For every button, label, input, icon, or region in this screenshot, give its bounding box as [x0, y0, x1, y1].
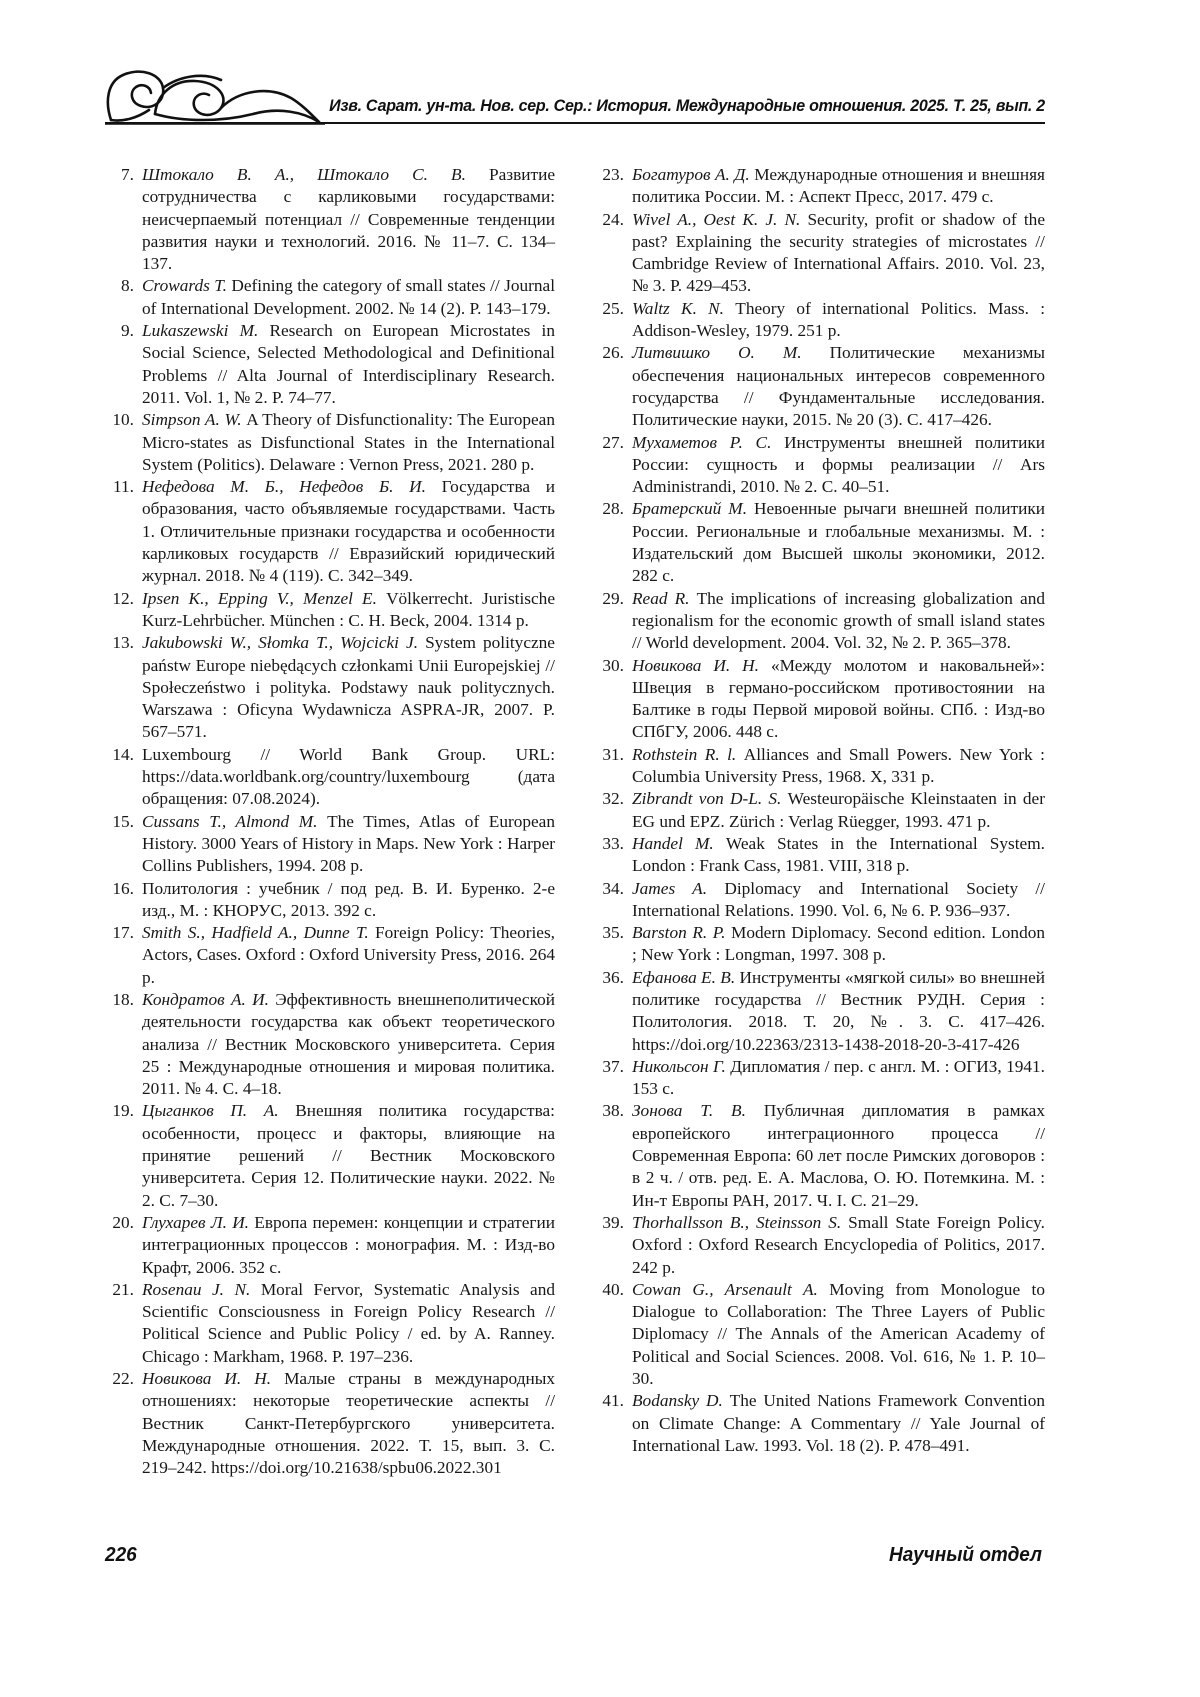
reference-number: 26.: [602, 343, 624, 363]
header-divider: [105, 122, 1045, 124]
reference-text: Невоенные рычаги внешней политики России. Региональные и глобальные механизмы. М. : Издательский дом Высшей школы экономики, 2012. 282 с.: [632, 499, 1045, 586]
reference-authors: Ipsen K., Epping V., Menzel E.: [142, 588, 387, 608]
reference-text: Westeuropäische Kleinstaaten in der EG und EPZ. Zürich : Verlag Rüegger, 1993. 471 p.: [632, 789, 1045, 831]
reference-number: 40.: [602, 1279, 624, 1299]
reference-item: [595, 498, 1045, 587]
reference-text: Развитие сотрудничества с карликовыми государствами: неисчерпаемый потенциал // Современные тенденции развития науки и технологий. 2016. № 11–7. С. 134–137.: [142, 165, 555, 274]
reference-authors: Handel M.: [632, 833, 726, 853]
reference-text: Defining the category of small states // Journal of International Development. 2002. № 14 (2). P. 143–179.: [142, 276, 556, 318]
reference-authors: Никольсон Г.: [632, 1056, 731, 1076]
reference-item: [595, 1212, 1045, 1279]
reference-item: [595, 164, 1045, 209]
reference-authors: Мухаметов Р. С.: [632, 432, 785, 452]
reference-number: 23.: [602, 165, 624, 184]
reference-authors: Zibrandt von D-L. S.: [632, 789, 788, 809]
reference-text: Государства и образования, часто объявляемые государствами. Часть 1. Отличительные признаки государства и особенности карликовых государств // Евразийский юридический журнал. 2018. № 4 (119). С. 342–349.: [142, 477, 555, 586]
reference-number: 9.: [121, 321, 134, 341]
reference-number: 15.: [112, 811, 134, 831]
reference-text: Theory of international Politics. Mass. : Addison-Wesley, 1979. 251 p.: [632, 298, 1045, 341]
reference-number: 38.: [602, 1101, 624, 1121]
reference-text: Foreign Policy: Theories, Actors, Cases. Oxford : Oxford University Press, 2016. 264 p.: [142, 923, 555, 987]
reference-number: 25.: [602, 298, 624, 318]
reference-item: [105, 1368, 555, 1479]
reference-text: A Theory of Disfunctionality: The European Micro-states as Disfunctional States in the International System (Politics). Delaware : Vernon Press, 2021. 280 p.: [142, 410, 555, 474]
reference-item: [105, 811, 555, 878]
reference-text: Research on European Microstates in Social Science, Selected Methodological and Definitional Problems // Alta Journal of Interdisciplinary Research. 2011. Vol. 1, № 2. P. 74–77.: [142, 321, 555, 407]
reference-authors: Кондратов А. И.: [142, 989, 276, 1009]
reference-text: System polityczne państw Europe niebędących członkami Unii Europejskiej // Społeczeństwo i polityka. Podstawy nauk politycznych. Warszawa : Oficyna Wydawnicza ASPRA-JR, 2007. P. 567–571.: [142, 633, 555, 742]
reference-number: 14.: [112, 744, 134, 764]
references-list-right: [595, 164, 1045, 1457]
reference-number: 28.: [602, 499, 624, 519]
reference-item: [105, 1212, 555, 1279]
references-column-left: [105, 164, 555, 1480]
reference-number: 13.: [112, 633, 134, 653]
reference-number: 29.: [602, 588, 624, 608]
reference-authors: Ефанова Е. В.: [632, 967, 740, 987]
reference-text: Эффективность внешнеполитической деятельности государства как объект теоретического анализа // Вестник Московского университета. Серия 25 : Международные отношения и мировая политика. 2011. № 4. С. 4–18.: [142, 989, 555, 1099]
reference-item: [105, 1279, 555, 1368]
reference-authors: Read R.: [632, 588, 697, 608]
reference-item: [595, 588, 1045, 655]
reference-authors: Цыганков П. А.: [142, 1101, 296, 1121]
reference-item: [595, 967, 1045, 1056]
reference-text: Modern Diplomacy. Second edition. London ; New York : Longman, 1997. 308 p.: [632, 923, 1045, 965]
reference-item: [595, 878, 1045, 923]
reference-authors: Глухарев Л. И.: [142, 1212, 255, 1232]
reference-text: Дипломатия / пер. с англ. М. : ОГИЗ, 1941. 153 с.: [632, 1056, 1046, 1099]
reference-number: 19.: [112, 1101, 134, 1121]
reference-text: The Times, Atlas of European History. 3000 Years of History in Maps. New York : Harper Collins Publishers, 1994. 208 p.: [142, 811, 555, 876]
reference-number: 20.: [112, 1212, 134, 1232]
reference-text: Инструменты внешней политики России: сущность и формы реализации // Ars Administrandi, 2010. № 2. С. 40–51.: [632, 432, 1045, 497]
reference-number: 12.: [112, 588, 134, 608]
reference-text: Diplomacy and International Society // International Relations. 1990. Vol. 6, № 6. P. 936–937.: [632, 878, 1045, 920]
reference-number: 7.: [121, 165, 134, 184]
reference-text: Weak States in the International System. London : Frank Cass, 1981. VIII, 318 p.: [632, 833, 1045, 876]
reference-authors: Crowards T.: [142, 276, 232, 296]
reference-authors: Новикова И. Н.: [142, 1369, 285, 1389]
reference-number: 34.: [602, 878, 624, 898]
reference-item: [105, 476, 555, 587]
reference-text: «Между молотом и наковальней»: Швеция в германо-российском противостоянии на Балтике в годы Первой мировой войны. СПб. : Изд-во СПбГУ, 2006. 448 с.: [632, 655, 1045, 742]
reference-authors: Литвишко О. М.: [632, 343, 830, 363]
reference-authors: Bodansky D.: [632, 1391, 730, 1411]
reference-item: [105, 922, 555, 989]
reference-authors: Rosenau J. N.: [142, 1279, 261, 1299]
reference-authors: James A.: [632, 878, 725, 898]
section-label: Научный отдел: [889, 1544, 1042, 1566]
reference-authors: Новикова И. Н.: [632, 655, 771, 675]
reference-number: 33.: [602, 833, 624, 853]
reference-item: [105, 744, 555, 811]
reference-number: 30.: [602, 655, 624, 675]
reference-authors: Barston R. P.: [632, 923, 732, 943]
reference-text: Security, profit or shadow of the past? Explaining the security strategies of microstates // Cambridge Review of International Affairs. 2010. Vol. 23, № 3. P. 429–453.: [632, 209, 1045, 296]
reference-item: [105, 878, 555, 923]
reference-item: [595, 298, 1045, 343]
reference-item: [595, 1390, 1045, 1457]
reference-text: Moving from Monologue to Dialogue to Collaboration: The Three Layers of Public Diplomacy // The Annals of the American Academy of Political and Social Sciences. 2008. Vol. 616, № 1. P. 10–30.: [632, 1279, 1045, 1389]
reference-authors: Богатуров А. Д.: [632, 165, 755, 184]
reference-authors: Cussans T., Almond M.: [142, 811, 328, 831]
reference-item: [595, 788, 1045, 833]
references-list-left: [105, 164, 555, 1480]
journal-running-title: Изв. Сарат. ун-та. Нов. сер. Сер.: История. Международные отношения. 2025. Т. 25, вып. 2: [329, 97, 1045, 115]
reference-number: 24.: [602, 209, 624, 229]
reference-number: 16.: [112, 878, 134, 898]
reference-text: Малые страны в международных отношениях: некоторые теоретические аспекты // Вестник Санкт-Петербургского университета. Международные отношения. 2022. Т. 15, вып. 3. С. 219–242. https://doi.org/10.21638/spbu06.2022.301: [142, 1369, 555, 1478]
reference-item: [595, 342, 1045, 431]
reference-item: [595, 922, 1045, 967]
reference-authors: Thorhallsson B., Steinsson S.: [632, 1212, 849, 1232]
reference-item: [105, 989, 555, 1100]
reference-number: 8.: [121, 276, 134, 296]
reference-authors: Wivel A., Oest K. J. N.: [632, 209, 808, 229]
page-header: [105, 66, 1045, 122]
reference-text: Инструменты «мягкой силы» во внешней политике государства // Вестник РУДН. Серия : Политология. 2018. Т. 20, №. 3. С. 417–426. https://doi.org/10.22363/2313-1438-2018-20-3-417-426: [632, 967, 1045, 1054]
reference-text: Международные отношения и внешняя политика России. М. : Аспект Пресс, 2017. 479 с.: [632, 165, 1045, 207]
reference-number: 17.: [112, 923, 134, 943]
reference-authors: Cowan G., Arsenault A.: [632, 1279, 830, 1299]
reference-number: 18.: [112, 989, 134, 1009]
reference-item: [595, 744, 1045, 789]
reference-number: 27.: [602, 432, 624, 452]
references-column-right: [595, 164, 1045, 1457]
reference-item: [105, 632, 555, 743]
reference-number: 31.: [602, 744, 624, 764]
reference-authors: Штокало В. А., Штокало С. В.: [142, 165, 489, 184]
reference-text: Публичная дипломатия в рамках европейского интеграционного процесса // Современная Европа: 60 лет после Римских договоров : в 2 ч. / отв. ред. Е. А. Маслова, О. Ю. Потемкина. М. : Ин-т Европы РАН, 2017. Ч. I. С. 21–29.: [632, 1101, 1045, 1210]
reference-authors: Waltz K. N.: [632, 298, 736, 318]
reference-authors: Jakubowski W., Słomka T., Wojcicki J.: [142, 633, 426, 653]
reference-number: 22.: [112, 1369, 134, 1389]
reference-text: Moral Fervor, Systematic Analysis and Scientific Consciousness in Foreign Policy Research // Political Science and Public Policy / ed. by A. Ranney. Chicago : Markham, 1968. P. 197–236.: [142, 1279, 556, 1366]
reference-number: 10.: [112, 410, 134, 430]
reference-text: Luxembourg // World Bank Group. URL: https://data.worldbank.org/country/luxembourg (дата обращения: 07.08.2024).: [142, 744, 555, 809]
reference-number: 35.: [602, 923, 624, 943]
reference-authors: Братерский М.: [632, 499, 755, 519]
reference-text: Alliances and Small Powers. New York : Columbia University Press, 1968. X, 331 p.: [632, 744, 1045, 787]
reference-authors: Lukaszewski M.: [142, 321, 270, 341]
reference-authors: Smith S., Hadfield A., Dunne T.: [142, 923, 376, 943]
reference-item: [595, 1056, 1045, 1101]
reference-item: [105, 588, 555, 633]
reference-authors: Rothstein R. l.: [632, 744, 744, 764]
reference-text: The United Nations Framework Convention on Climate Change: A Commentary // Yale Journal of International Law. 1993. Vol. 18 (2). P. 478–491.: [632, 1391, 1045, 1455]
reference-item: [595, 655, 1045, 744]
reference-text: Small State Foreign Policy. Oxford : Oxford Research Encyclopedia of Politics, 2017. 242 p.: [632, 1212, 1045, 1277]
reference-item: [595, 209, 1045, 298]
reference-number: 36.: [602, 967, 624, 987]
reference-authors: Нефедова М. Б., Нефедов Б. И.: [142, 477, 442, 497]
reference-number: 39.: [602, 1212, 624, 1232]
reference-text: Внешняя политика государства: особенности, процесс и факторы, влияющие на принятие решений // Вестник Московского университета. Серия 12. Политические науки. 2022. № 2. С. 7–30.: [142, 1101, 555, 1210]
reference-item: [595, 1279, 1045, 1390]
reference-number: 21.: [112, 1279, 134, 1299]
reference-number: 37.: [602, 1056, 624, 1076]
reference-item: [105, 164, 555, 275]
reference-text: The implications of increasing globalization and regionalism for the economic growth of small island states // World development. 2004. Vol. 32, № 2. P. 365–378.: [632, 588, 1045, 653]
reference-authors: Simpson A. W.: [142, 410, 247, 430]
reference-text: Политические механизмы обеспечения национальных интересов современного государства // Фундаментальные исследования. Политические науки, 2015. № 20 (3). С. 417–426.: [632, 343, 1045, 430]
reference-item: [105, 275, 555, 320]
reference-item: [595, 432, 1045, 499]
reference-item: [105, 409, 555, 476]
reference-item: [595, 1100, 1045, 1211]
reference-text: Европа перемен: концепции и стратегии интеграционных процессов : монография. М. : Изд-во Крафт, 2006. 352 с.: [142, 1212, 555, 1277]
reference-item: [595, 833, 1045, 878]
reference-number: 32.: [602, 789, 624, 809]
reference-text: Политология : учебник / под ред. В. И. Буренко. 2-е изд., М. : КНОРУС, 2013. 392 с.: [142, 878, 555, 920]
reference-item: [105, 1100, 555, 1211]
reference-text: Völkerrecht. Juristische Kurz-Lehrbücher. München : C. H. Beck, 2004. 1314 p.: [142, 588, 555, 630]
reference-number: 11.: [113, 477, 134, 497]
page-number: 226: [105, 1544, 137, 1566]
reference-number: 41.: [602, 1391, 624, 1411]
reference-authors: Зонова Т. В.: [632, 1101, 764, 1121]
reference-item: [105, 320, 555, 409]
